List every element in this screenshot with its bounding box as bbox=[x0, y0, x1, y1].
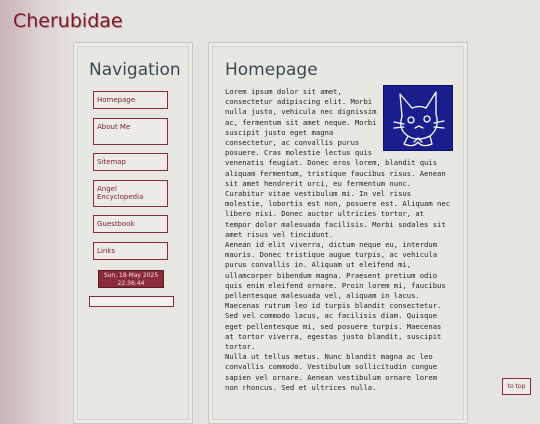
nav-link-about-me[interactable]: About Me bbox=[93, 118, 168, 145]
cat-mascot-icon bbox=[383, 85, 453, 151]
page-title: Homepage bbox=[225, 60, 318, 80]
content-paragraph: Lorem ipsum dolor sit amet, consectetur adipiscing elit. Morbi nulla justo, vehicula nec dignissim ac, fermentum sit amet neque. Morbi suscipit justo eget magna consectetur, ac convallis purus posuere. Cras molestie lectus quis venenatis feugiat. Donec eros lorem, blandit quis aliquam fermentum, tristique faucibus risus. Aenean sit amet hendrerit orci, eu fermentum nunc. Curabitur vitae vestibulum mi. In vel risus molestie, lobortis est non, posuere est. Aliquam nec libero nisi. Donec auctor ultricies tortor, at tempor dolor malesuada facilisis. Morbi sodales sit amet risus vel tincidunt. bbox=[225, 87, 451, 239]
navigation-heading: Navigation bbox=[89, 60, 181, 80]
main-content bbox=[225, 87, 453, 393]
nav-link-homepage[interactable]: Homepage bbox=[93, 91, 168, 109]
content-paragraph: Nulla ut tellus metus. Nunc blandit magna ac leo convallis commodo. Vestibulum sollicitudin congue sapien vel ornare. Aenean vestibulum ornare lorem non rhoncus. Sed et ultrices nulla. bbox=[225, 352, 438, 392]
site-title: Cherubidae bbox=[13, 10, 123, 32]
clock-time: 22:36:44 bbox=[117, 280, 145, 287]
nav-link-guestbook[interactable]: Guestbook bbox=[93, 215, 168, 233]
nav-link-angel-encyclopedia[interactable]: Angel Encyclopedia bbox=[93, 180, 168, 207]
to-top-button[interactable]: to top bbox=[502, 378, 531, 395]
clock-date: Sun, 18 May 2025 bbox=[103, 272, 159, 279]
nav-link-sitemap[interactable]: Sitemap bbox=[93, 153, 168, 171]
content-paragraph: Aenean id elit viverra, dictum neque eu, interdum mauris. Donec tristique augue turpis, ac vehicula purus convallis in. Aliquam ut eleifend mi, ullamcorper bibendum magna. Praesent pretium odio quis enim eleifend ornare. Proin lorem mi, faucibus pellentesque malesuada vel, aliquam in lacus. Maecenas rutrum leo id turpis blandit consectetur. Sed vel commodo lacus, ac facilisis diam. Quisque eget pellentesque mi, sed posuere turpis. Maecenas at tortor viverra, egestas justo blandit, suscipit tortor. bbox=[225, 240, 446, 352]
navigation-panel bbox=[73, 42, 193, 424]
main-panel bbox=[208, 42, 468, 424]
clock-widget bbox=[98, 270, 164, 288]
nav-link-links[interactable]: Links bbox=[93, 242, 168, 260]
nav-text-field[interactable] bbox=[89, 296, 174, 307]
